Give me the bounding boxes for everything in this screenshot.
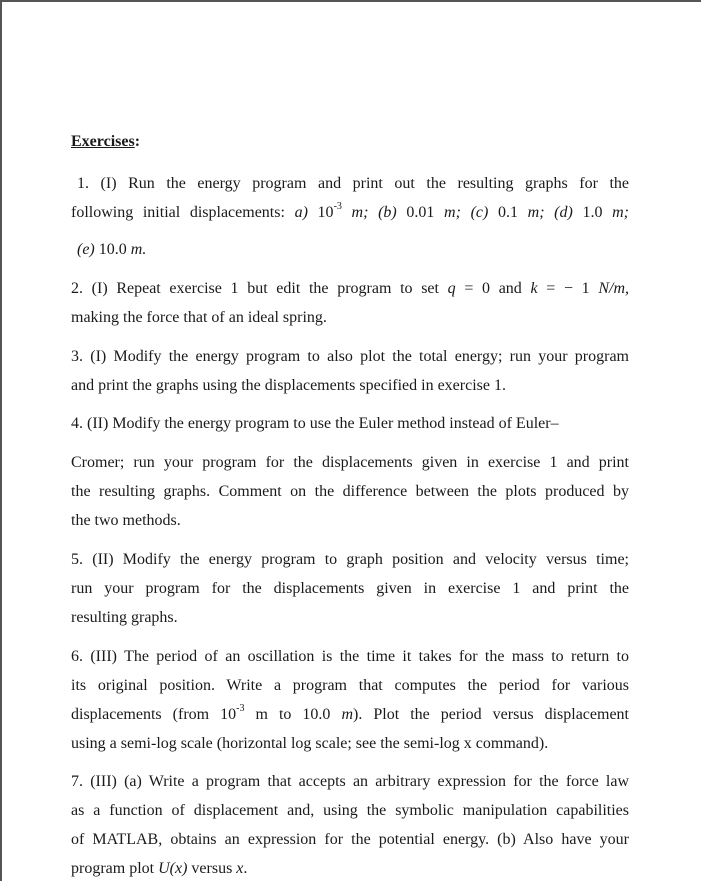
exercise-5-line-2 (71, 579, 629, 599)
text-span: a) (294, 204, 308, 221)
text-span: 5. (II) Modify the energy program to graph position and velocity versus time; (71, 551, 629, 568)
text-span: Cromer; run your program for the displacements given in exercise 1 and print (71, 454, 629, 471)
text-span: m; (b) (341, 204, 397, 221)
text-span: x (236, 860, 244, 877)
text-span: the resulting graphs. Comment on the difference between the plots produced by (71, 483, 629, 500)
text-span: U(x) (158, 860, 188, 877)
text-span: m; (c) (444, 204, 489, 221)
text-span: k (530, 280, 538, 297)
text-span: using a semi-log scale (horizontal log scale; see the semi-log x command). (71, 735, 549, 752)
exercise-7-line-2 (71, 801, 629, 821)
text-span: of MATLAB, obtains an expression for the potential energy. (b) Also have your (71, 831, 629, 848)
text-span: and print the graphs using the displacements specified in exercise 1. (71, 377, 506, 394)
text-span: 2. (I) Repeat exercise 1 but edit the program to set (71, 280, 448, 297)
exercise-1-line-2 (71, 200, 630, 223)
text-span: 3. (I) Modify the energy program to also plot the total energy; run your program (71, 348, 629, 365)
exercise-4-line-1 (71, 414, 629, 434)
text-span: 1. (I) Run the energy program and print out the resulting graphs for the (77, 175, 629, 192)
text-span: m; (d) (527, 204, 573, 221)
text-span: -3 (236, 702, 245, 714)
text-span: (e) (77, 241, 95, 258)
text-span: the two methods. (71, 512, 181, 529)
text-span: program plot (71, 860, 159, 877)
text-span: 0.1 (488, 204, 528, 221)
text-span: 1.0 (572, 204, 613, 221)
text-span: 7. (III) (a) Write a program that accepts an arbitrary expression for the force law (71, 773, 629, 790)
exercise-2-line-2 (71, 308, 629, 328)
exercise-2-line-1 (71, 279, 629, 299)
text-span: 0.01 (396, 204, 445, 221)
text-span: N/m, (598, 280, 630, 297)
text-span: run your program for the displacements given in exercise 1 and print the (71, 580, 629, 597)
exercise-6-line-2 (71, 676, 629, 696)
exercise-4-line-4 (71, 511, 629, 531)
text-span: = 0 and (455, 280, 531, 297)
text-span: . (243, 860, 248, 877)
exercises-heading (71, 133, 140, 151)
exercise-6-line-1 (71, 647, 629, 667)
exercise-1-line-1 (77, 174, 629, 194)
exercise-3-line-1 (71, 347, 629, 367)
text-span: -3 (333, 200, 342, 212)
text-span: making the force that of an ideal spring. (71, 309, 327, 326)
text-span: ). Plot the period versus displacement (353, 706, 629, 723)
heading-title: Exercises (71, 133, 135, 150)
exercise-7-line-4 (71, 859, 629, 879)
text-span: m (341, 706, 354, 723)
text-span: resulting graphs. (71, 609, 178, 626)
heading-colon: : (134, 133, 141, 150)
text-span: 6. (III) The period of an oscillation is the time it takes for the mass to return to (71, 648, 629, 665)
text-span: 10 (307, 204, 334, 221)
text-span: 4. (II) Modify the energy program to use the Euler method instead of Euler– (71, 415, 559, 432)
exercise-1-line-3 (77, 240, 635, 260)
text-span: versus (187, 860, 237, 877)
exercise-5-line-3 (71, 608, 629, 628)
exercise-6-line-4 (71, 734, 629, 754)
text-span: m; (612, 204, 630, 221)
text-span: displacements (from 10 (71, 706, 237, 723)
exercise-6-line-3 (71, 702, 629, 725)
text-span: q (447, 280, 456, 297)
exercise-7-line-1 (71, 772, 629, 792)
exercise-5-line-1 (71, 550, 629, 570)
exercise-7-line-3 (71, 830, 629, 850)
text-span: 10.0 (94, 241, 131, 258)
text-span: m. (130, 241, 147, 258)
text-span: its original position. Write a program that computes the period for various (71, 677, 629, 694)
exercise-4-line-2 (71, 453, 629, 473)
text-span: = − 1 (537, 280, 599, 297)
exercise-3-line-2 (71, 376, 629, 396)
text-span: m to 10.0 (244, 706, 342, 723)
text-span: following initial displacements: (71, 204, 295, 221)
text-span: as a function of displacement and, using the symbolic manipulation capabilities (71, 802, 629, 819)
exercise-4-line-3 (71, 482, 629, 502)
